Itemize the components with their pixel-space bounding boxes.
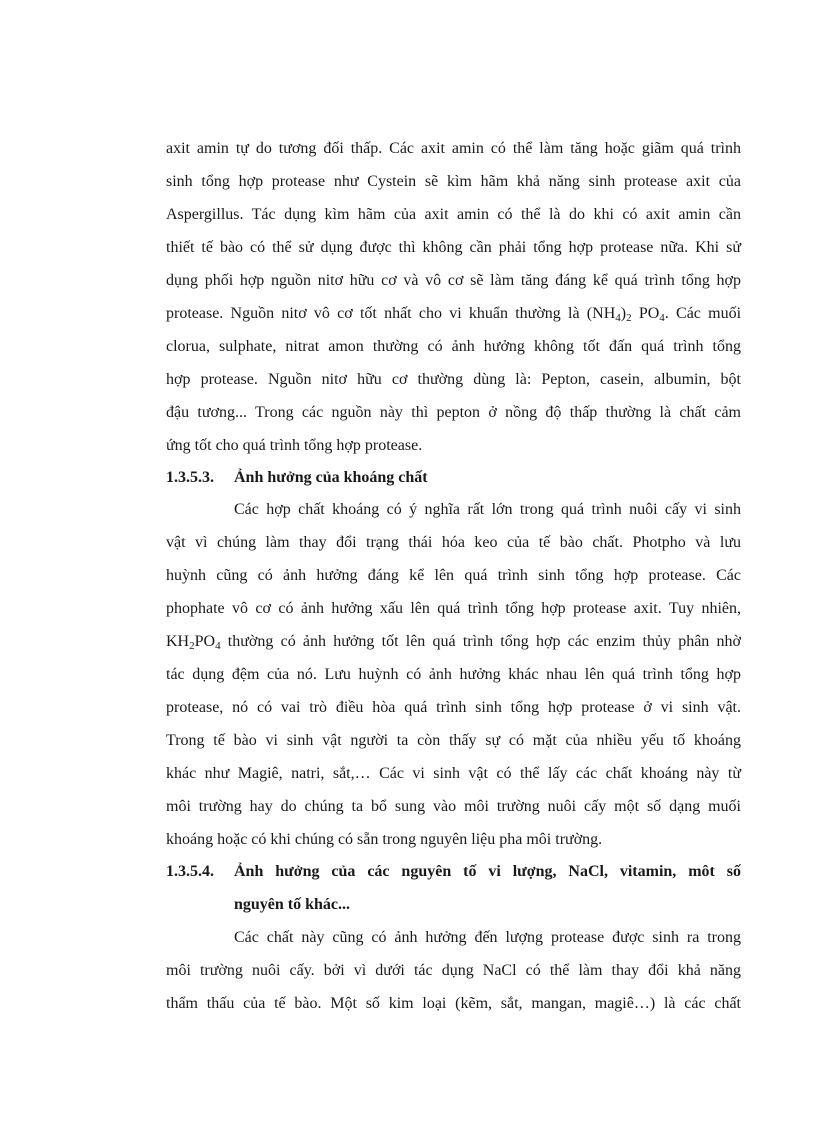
- text-fragment: PO: [631, 305, 660, 322]
- text-fragment: ): [620, 305, 627, 322]
- text-line: Aspergillus. Tác dụng kìm hãm của axit amin có thể là do khi có axit amin cần: [166, 206, 741, 223]
- text-line: khác như Magiê, natri, sắt,… Các vi sinh vật có thể lấy các chất khoáng này từ: [166, 765, 741, 782]
- section-heading-1-3-5-4: [166, 862, 741, 882]
- text-line: khoáng hoặc có khi chúng có sẵn trong nguyên liệu pha môi trường.: [166, 831, 603, 848]
- subscript: 4: [215, 640, 221, 652]
- text-fragment: thường có ảnh hưởng tốt lên quá trình tổng hợp các enzim thủy phân nhờ: [220, 633, 741, 650]
- text-line: dụng phối hợp nguồn nitơ hữu cơ và vô cơ sẽ làm tăng đáng kể quá trình tổng hợp: [166, 272, 741, 289]
- text-line: thẩm thấu của tế bào. Một số kim loại (kẽm, sắt, mangan, magiê…) là các chất: [166, 995, 741, 1012]
- text-line: thiết tế bào có thể sử dụng được thì không cần phải tổng hợp protease nữa. Khi sử: [166, 239, 741, 256]
- text-line: hợp protease. Nguồn nitơ hữu cơ thường dùng là: Pepton, casein, albumin, bột: [166, 371, 741, 388]
- section-title: Ảnh hưởng của khoáng chất: [234, 469, 428, 486]
- text-line: môi trường nuôi cấy. bởi vì dưới tác dụng NaCl có thể làm thay đổi khả năng: [166, 962, 741, 979]
- text-line: môi trường hay do chúng ta bổ sung vào môi trường nuôi cấy một số dạng muối: [166, 798, 741, 815]
- text-fragment: KH: [166, 633, 190, 650]
- subscript: 4: [615, 312, 621, 324]
- text-fragment: PO: [194, 633, 216, 650]
- subscript: 2: [626, 312, 632, 324]
- text-line: đậu tương... Trong các nguồn này thì pepton ở nồng độ thấp thường là chất cảm: [166, 404, 741, 421]
- section-title: Ảnh hưởng của các nguyên tố vi lượng, NaCl, vitamin, môt số: [234, 863, 741, 880]
- section-number: 1.3.5.4.: [166, 863, 214, 880]
- text-line: ứng tốt cho quá trình tổng hợp protease.: [166, 437, 423, 454]
- text-line: clorua, sulphate, nitrat amon thường có ảnh hưởng không tốt đấn quá trình tổng: [166, 338, 741, 355]
- text-line: protease, nó có vai trò điều hòa quá trình sinh tổng hợp protease ở vi sinh vật.: [166, 699, 741, 716]
- paragraph-first-line: Các hợp chất khoáng có ý nghĩa rất lớn trong quá trình nuôi cấy vi sinh: [234, 501, 741, 518]
- subscript: 4: [659, 312, 665, 324]
- text-line: axit amin tự do tương đối thấp. Các axit amin có thể làm tăng hoặc giãm quá trình: [166, 140, 741, 157]
- text-line: sinh tổng hợp protease như Cystein sẽ kìm hãm khả năng sinh protease axit của: [166, 173, 741, 190]
- text-line-kh2po4-formula: [166, 632, 741, 652]
- text-line: tác dụng đệm của nó. Lưu huỳnh có ảnh hưởng khác nhau lên quá trình tổng hợp: [166, 666, 741, 683]
- section-number: 1.3.5.3.: [166, 469, 214, 486]
- text-line: vật vì chúng làm thay đổi trạng thái hóa keo của tế bào chất. Photpho và lưu: [166, 534, 741, 551]
- text-fragment: protease. Nguồn nitơ vô cơ tốt nhất cho vi khuẩn thường là (NH: [166, 305, 616, 322]
- section-title-continued: nguyên tố khác...: [234, 896, 351, 913]
- section-heading-1-3-5-3: [166, 468, 428, 488]
- paragraph-first-line: Các chất này cũng có ảnh hưởng đến lượng protease được sinh ra trong: [234, 929, 741, 946]
- subscript: 2: [189, 640, 195, 652]
- text-line: huỳnh cũng có ảnh hưởng đáng kể lên quá trình sinh tổng hợp protease. Các: [166, 567, 741, 584]
- text-fragment: . Các muối: [664, 305, 742, 322]
- text-line: Trong tế bào vi sinh vật người ta còn thấy sự có mặt của nhiều yếu tố khoáng: [166, 732, 741, 749]
- text-line-nh4-formula: [166, 304, 741, 324]
- text-line: phophate vô cơ có ảnh hưởng xấu lên quá trình tổng hợp protease axit. Tuy nhiên,: [166, 600, 741, 617]
